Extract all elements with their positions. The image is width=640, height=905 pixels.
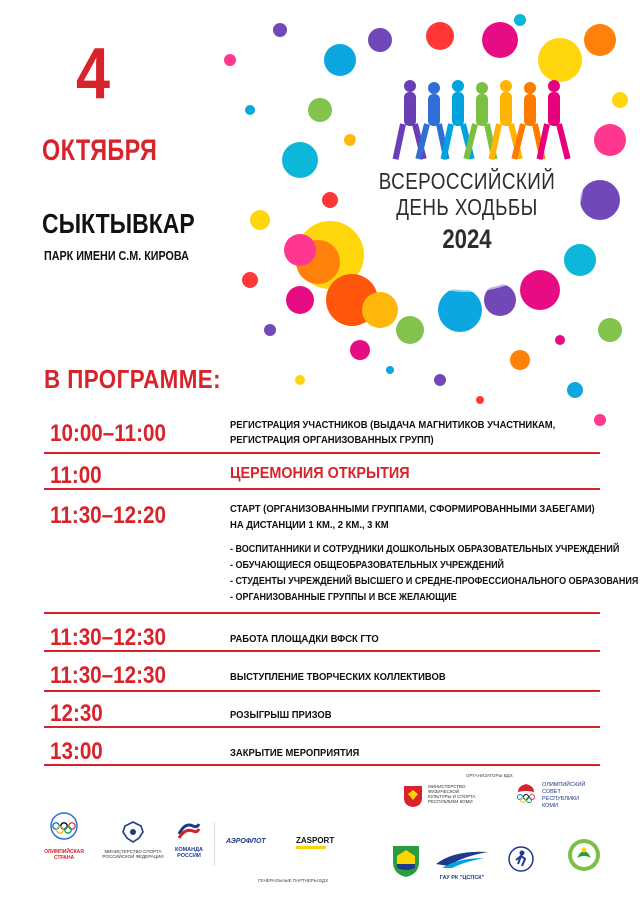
sponsors-divider	[214, 822, 215, 866]
zasport-underline	[296, 846, 326, 849]
olympic-country-label: ОЛИМПИЙСКАЯ СТРАНА	[44, 849, 84, 861]
ministry-sport-logo	[102, 820, 164, 859]
cspsk-logo	[432, 848, 492, 881]
schedule-time: 11:30–12:20	[50, 502, 166, 529]
schedule-time: 11:30–12:30	[50, 624, 166, 651]
aeroflot-logo	[226, 838, 288, 845]
general-partners-label: ГЕНЕРАЛЬНЫЕ ПАРТНЕРЫ ВДХ	[258, 878, 329, 883]
schedule-time: 12:30	[50, 700, 103, 727]
team-russia-flag-icon	[175, 820, 203, 842]
schedule-row	[44, 408, 600, 454]
cspsk-label: ГАУ РК "ЦСПСК"	[439, 875, 485, 881]
schedule-row	[44, 652, 600, 692]
logo-title-line2: ДЕНЬ ХОДЬБЫ	[396, 194, 538, 220]
schedule-subitem: - ВОСПИТАННИКИ И СОТРУДНИКИ ДОШКОЛЬНЫХ ОБРАЗОВАТЕЛЬНЫХ УЧРЕЖДЕНИЙ	[230, 544, 620, 555]
walkers-silhouette-icon	[392, 76, 572, 164]
leaf-circle-icon	[567, 838, 601, 872]
coat-of-arms-icon	[120, 820, 146, 844]
schedule-row	[44, 490, 639, 614]
schedule-time: 13:00	[50, 738, 103, 765]
schedule-row	[44, 614, 600, 652]
gto-center-logo	[504, 846, 538, 877]
olympic-rings-icon	[42, 812, 86, 844]
olympic-council-line4: КОМИ	[542, 803, 558, 809]
ministry-sport-label: МИНИСТЕРСТВО СПОРТА РОССИЙСКОЙ ФЕДЕРАЦИИ	[102, 849, 164, 859]
schedule-time: 10:00–11:00	[50, 420, 166, 447]
schedule-desc-line1: ВЫСТУПЛЕНИЕ ТВОРЧЕСКИХ КОЛЛЕКТИВОВ	[230, 671, 446, 683]
schedule-desc-line1: РЕГИСТРАЦИЯ УЧАСТНИКОВ (ВЫДАЧА МАГНИТИКОВ УЧАСТНИКАМ,	[230, 419, 556, 431]
schedule-desc-line1: ЦЕРЕМОНИЯ ОТКРЫТИЯ	[230, 465, 410, 482]
organizers-label: ОРГАНИЗАТОРЫ ВДХ	[466, 773, 513, 778]
schedule-row	[44, 692, 600, 728]
schedule-desc-line2: НА ДИСТАНЦИИ 1 КМ., 2 КМ., 3 КМ	[230, 519, 389, 531]
schedule-desc-line1: РОЗЫГРЫШ ПРИЗОВ	[230, 709, 332, 721]
event-day: 4	[76, 34, 111, 114]
event-month: ОКТЯБРЯ	[42, 134, 158, 167]
logo-year: 2024	[442, 224, 492, 254]
schedule-row	[44, 728, 600, 766]
olympic-council-icon	[514, 782, 538, 804]
komi-emblem-icon	[402, 784, 424, 808]
schedule-subitem: - СТУДЕНТЫ УЧРЕЖДЕНИЙ ВЫСШЕГО И СРЕДНЕ-ПРОФЕССИОНАЛЬНОГО ОБРАЗОВАНИЯ	[230, 576, 639, 587]
schedule-time: 11:30–12:30	[50, 662, 166, 689]
aeroflot-label: АЭРОФЛОТ	[226, 838, 266, 845]
city-emblem-icon	[391, 844, 421, 878]
team-russia-label: КОМАНДА РОССИИ	[174, 847, 204, 859]
olympic-council-line3: РЕСПУБЛИКИ	[542, 796, 580, 802]
logo-title-line1: ВСЕРОССИЙСКИЙ	[378, 168, 556, 194]
green-round-logo	[566, 838, 602, 877]
team-russia-logo	[166, 820, 212, 859]
cspsk-swoosh-icon	[434, 848, 490, 870]
zasport-label: ZASPORT	[296, 836, 335, 845]
schedule-desc-line1: СТАРТ (ОРГАНИЗОВАННЫМИ ГРУППАМИ, СФОРМИРОВАННЫМИ ЗАБЕГАМИ)	[230, 503, 595, 515]
event-venue: ПАРК ИМЕНИ С.М. КИРОВА	[44, 249, 189, 263]
schedule-desc-line1: РАБОТА ПЛОЩАДКИ ВФСК ГТО	[230, 633, 379, 645]
olympic-council-line2: СОВЕТ	[542, 789, 561, 795]
olympic-country-logo	[34, 812, 94, 861]
schedule-subitem: - ОРГАНИЗОВАННЫЕ ГРУППЫ И ВСЕ ЖЕЛАЮЩИЕ	[230, 592, 457, 603]
schedule-subitem: - ОБУЧАЮЩИЕСЯ ОБЩЕОБРАЗОВАТЕЛЬНЫХ УЧРЕЖДЕНИЙ	[230, 560, 505, 571]
program-title: В ПРОГРАММЕ:	[44, 364, 221, 394]
komi-ministry-logo	[402, 784, 512, 808]
olympic-council-komi-logo	[514, 782, 604, 810]
schedule-time: 11:00	[50, 462, 102, 489]
runner-icon	[508, 846, 534, 872]
schedule-desc-line1: ЗАКРЫТИЕ МЕРОПРИЯТИЯ	[230, 747, 360, 759]
syktyvkar-emblem-logo	[388, 844, 424, 883]
zasport-logo	[296, 836, 344, 849]
schedule-desc-line2: РЕГИСТРАЦИЯ ОРГАНИЗОВАННЫХ ГРУПП)	[230, 434, 434, 446]
olympic-council-line1: ОЛИМПИЙСКИЙ	[542, 782, 586, 788]
komi-ministry-label: МИНИСТЕРСТВО ФИЗИЧЕСКОЙ КУЛЬТУРЫ И СПОРТА РЕСПУБЛИКИ КОМИ	[428, 784, 476, 804]
event-city: СЫКТЫВКАР	[42, 208, 195, 239]
schedule-row	[44, 454, 600, 490]
